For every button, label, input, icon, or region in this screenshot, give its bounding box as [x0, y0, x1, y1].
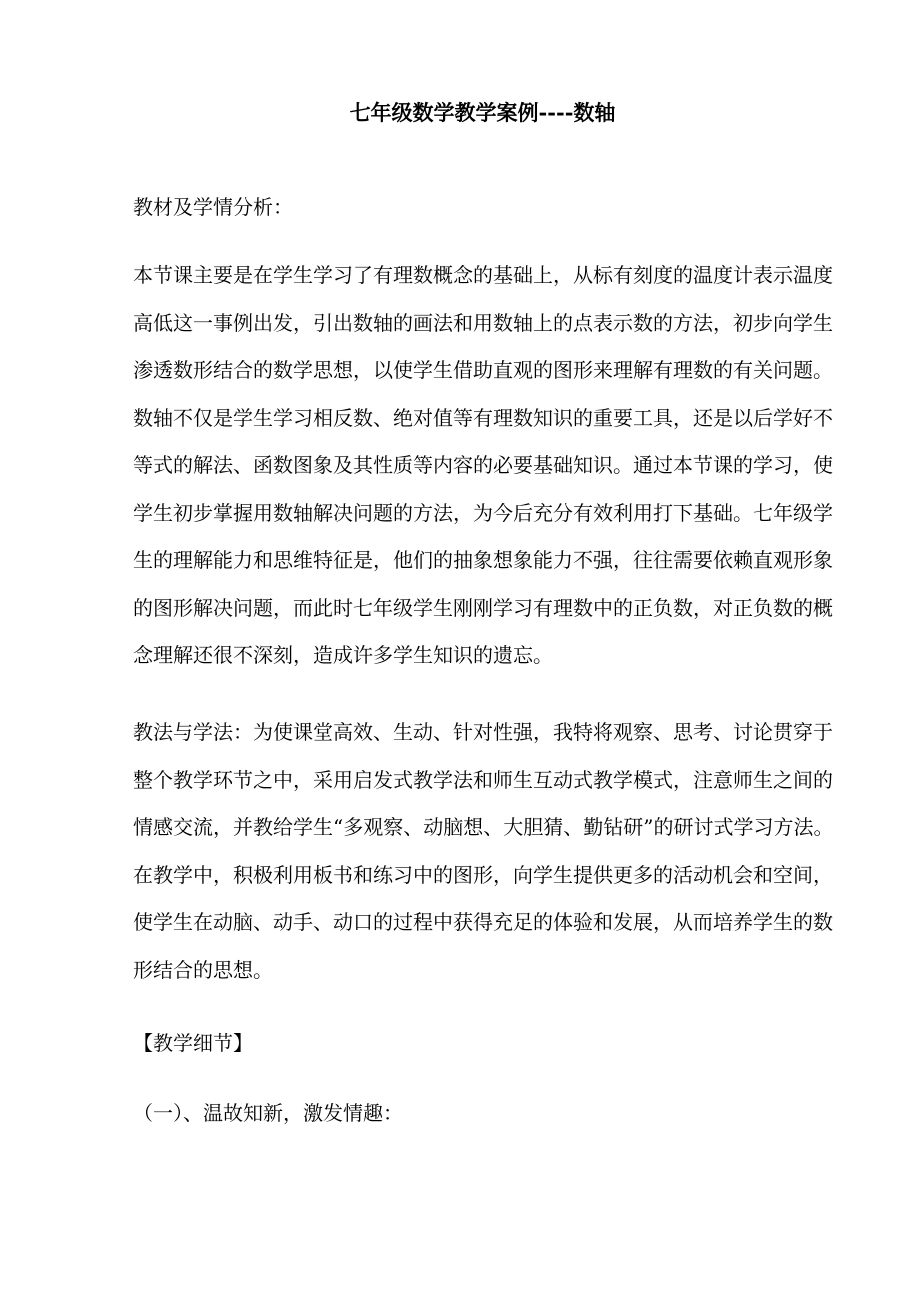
text-line: 教法与学法：为使课堂高效、生动、针对性强，我特将观察、思考、讨论贯穿于	[133, 720, 833, 744]
text-line: 形结合的思想。	[133, 957, 273, 982]
text-line: 数轴不仅是学生学习相反数、绝对值等有理数知识的重要工具，还是以后学好不	[133, 405, 833, 430]
text-line: 高低这一事例出发，引出数轴的画法和用数轴上的点表示数的方法，初步向学生	[133, 310, 833, 335]
text-line: 生的理解能力和思维特征是，他们的抽象想象能力不强，往往需要依赖直观形象	[133, 548, 833, 572]
text-line: 等式的解法、函数图象及其性质等内容的必要基础知识。通过本节课的学习，使	[133, 453, 833, 477]
text-line: 整个教学环节之中，采用启发式教学法和师生互动式教学模式，注意师生之间的	[133, 767, 833, 792]
document-title: 七年级数学教学案例----数轴	[349, 100, 616, 125]
section-heading-teaching-details: 【教学细节】	[133, 1031, 253, 1055]
text-line: 情感交流，并教给学生“多观察、动脑想、大胆猜、勤钻研”的研讨式学习方法。	[133, 815, 833, 839]
text-line: 念理解还很不深刻，造成许多学生知识的遗忘。	[133, 643, 553, 667]
paragraph-analysis	[133, 260, 833, 688]
text-line: 学生初步掌握用数轴解决问题的方法，为今后充分有效利用打下基础。七年级学	[133, 500, 833, 525]
text-line: 本节课主要是在学生学习了有理数概念的基础上，从标有刻度的温度计表示温度	[133, 263, 833, 287]
paragraph-methods	[133, 717, 833, 1002]
text-line: 的图形解决问题，而此时七年级学生刚刚学习有理数中的正负数，对正负数的概	[133, 595, 833, 620]
text-line: 渗透数形结合的数学思想，以使学生借助直观的图形来理解有理数的有关问题。	[133, 358, 833, 382]
subsection-heading-review: （一）、温故知新，激发情趣：	[133, 1101, 403, 1125]
text-line: 使学生在动脑、动手、动口的过程中获得充足的体验和发展，从而培养学生的数	[133, 910, 833, 934]
section-heading-analysis: 教材及学情分析：	[133, 195, 293, 219]
text-line: 在教学中，积极利用板书和练习中的图形，向学生提供更多的活动机会和空间，	[133, 862, 833, 887]
